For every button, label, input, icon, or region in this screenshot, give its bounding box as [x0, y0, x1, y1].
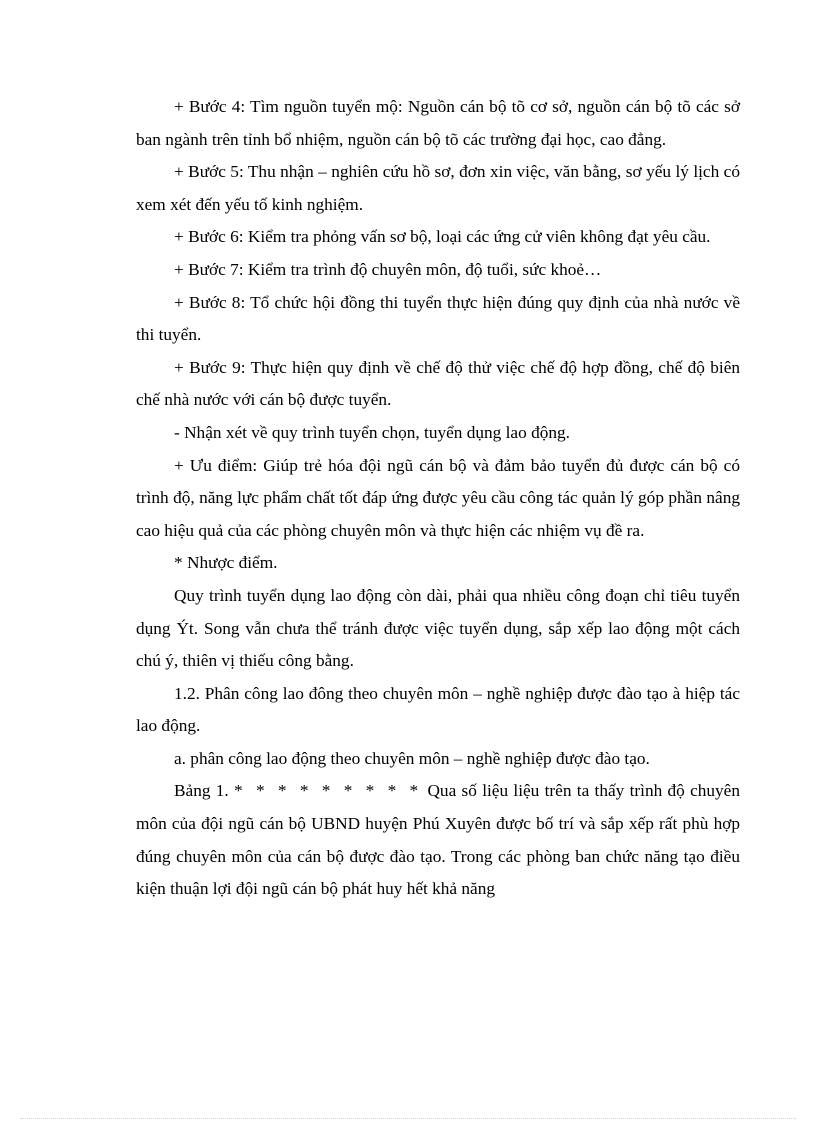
document-page — [136, 91, 740, 906]
page-bottom-border — [20, 1118, 796, 1119]
paragraph-disadvantages-heading: * Nhược điểm. — [174, 553, 278, 573]
paragraph-review-heading: - Nhận xét về quy trình tuyển chọn, tuyển dụng lao động. — [174, 422, 570, 442]
paragraph-disadvantages: Quy trình tuyển dụng lao động còn dài, phải qua nhiều công đoạn chỉ tiêu tuyển dụng Ýt. Song vẫn chưa thể tránh được việc tuyển dụng, sắp xếp lao động một cách chú ý, thiên vị thiếu công bằng. — [136, 585, 740, 671]
paragraph-step-4: + Bước 4: Tìm nguồn tuyển mộ: Nguồn cán bộ tõ cơ sở, nguồn cán bộ tõ các sở ban ngành trên tỉnh bổ nhiệm, nguồn cán bộ tõ các trường đại học, cao đẳng. — [136, 97, 740, 149]
paragraph-advantages: + Ưu điểm: Giúp trẻ hóa đội ngũ cán bộ và đảm bảo tuyển đủ được cán bộ có trình độ, năng lực phẩm chất tốt đáp ứng được yêu cầu công tác quản lý góp phần nâng cao hiệu quả của các phòng chuyên môn và thực hiện các nhiệm vụ đề ra. — [136, 455, 740, 540]
subsection-heading-a: a. phân công lao động theo chuyên môn – nghề nghiệp được đào tạo. — [174, 748, 650, 768]
table-commentary: Qua số liệu liệu trên ta thấy trình độ chuyên môn của đội ngũ cán bộ UBND huyện Phú Xuyên được bố trí và sắp xếp rất phù hợp đúng chuyên môn của cán bộ được đào tạo. Trong các phòng ban chức năng tạo điều kiện thuận lợi đội ngũ cán bộ phát huy hết khả năng — [136, 781, 740, 899]
paragraph-step-6: + Bước 6: Kiểm tra phỏng vấn sơ bộ, loại các ứng cử viên không đạt yêu cầu. — [174, 227, 711, 247]
paragraph-step-9: + Bước 9: Thực hiện quy định về chế độ thử việc chế độ hợp đồng, chế độ biên chế nhà nước với cán bộ được tuyển. — [136, 357, 740, 410]
table-label: Bảng 1. — [174, 781, 229, 801]
table-placeholder-stars: * * * * * * * * * — [234, 781, 423, 801]
paragraph-step-7: + Bước 7: Kiểm tra trình độ chuyên môn, độ tuổi, sức khoẻ… — [174, 259, 602, 279]
paragraph-step-8: + Bước 8: Tổ chức hội đồng thi tuyển thực hiện đúng quy định của nhà nước về thi tuyển. — [136, 292, 740, 345]
paragraph-step-5: + Bước 5: Thu nhận – nghiên cứu hồ sơ, đơn xin việc, văn bằng, sơ yếu lý lịch có xem xét đến yếu tố kinh nghiệm. — [136, 162, 740, 214]
section-heading-1-2: 1.2. Phân công lao đông theo chuyên môn – nghề nghiệp được đào tạo à hiệp tác lao động. — [136, 683, 740, 736]
paragraph-table-1 — [136, 775, 740, 905]
